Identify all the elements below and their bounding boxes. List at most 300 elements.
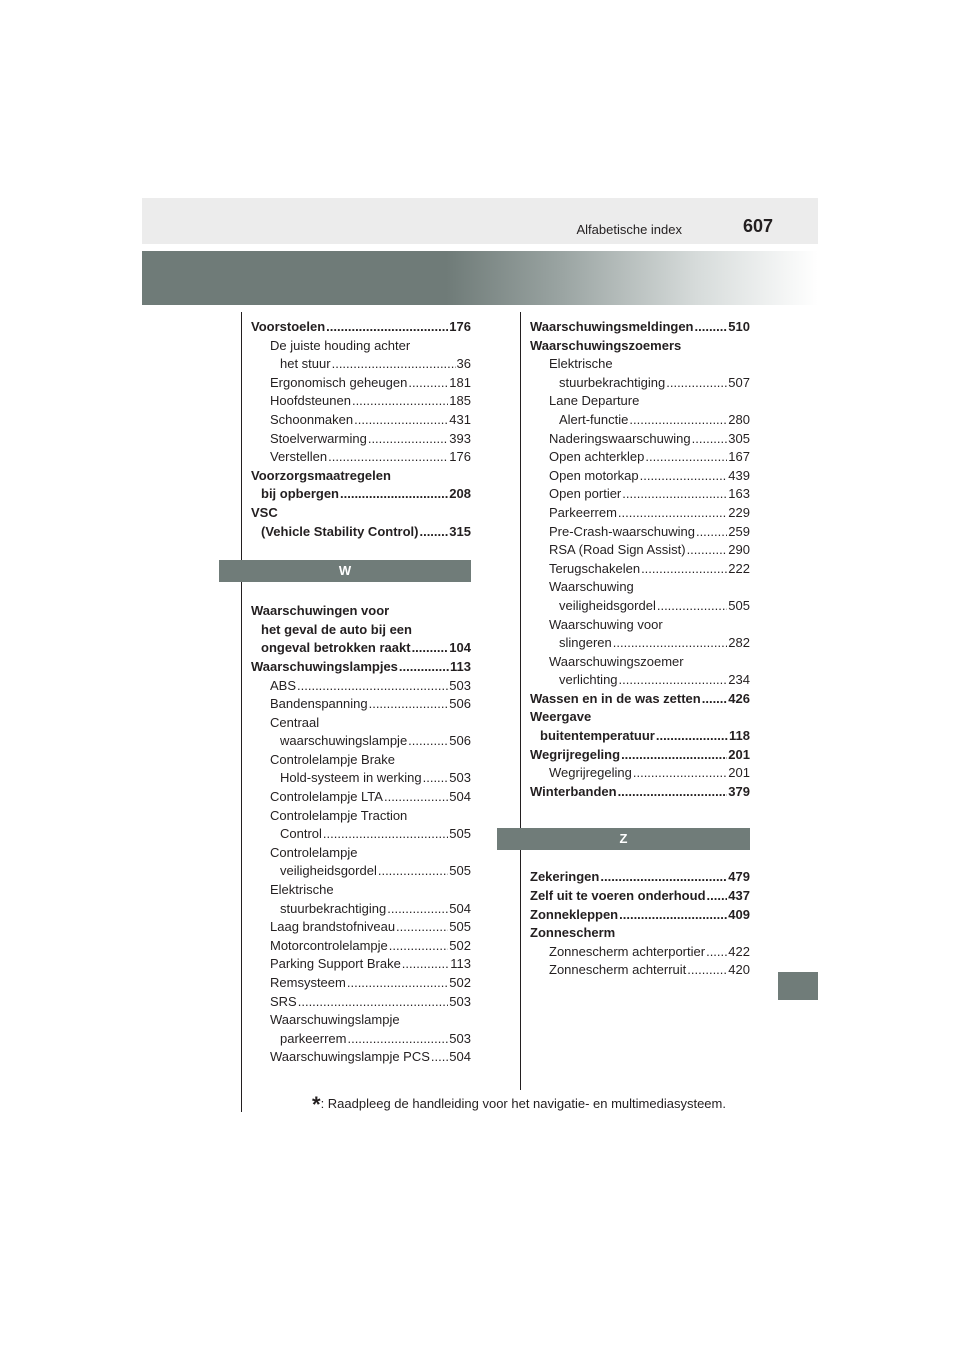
leader-dots [396,918,448,937]
index-entry [251,955,471,974]
index-entry-page: 502 [449,975,471,990]
leader-dots [408,732,448,751]
leader-dots [645,448,727,467]
index-entry [530,560,750,579]
index-entry [530,578,750,615]
index-entry [251,937,471,956]
leader-dots [412,639,449,658]
index-entry [251,448,471,467]
leader-dots [687,541,728,560]
index-entry-term: Verstellen [270,449,328,465]
leader-dots [656,727,728,746]
index-entry-line [270,937,471,956]
index-entry-term: Alert-functie [559,411,629,427]
leader-dots [399,658,449,677]
index-entry-term: het stuur [280,356,331,372]
index-entry-term: De juiste houding achter [270,337,411,353]
index-entry-page: 181 [449,374,471,390]
index-entry-line [530,783,750,802]
index-entry-line [549,764,750,783]
index-entry-line [270,337,471,356]
letter-heading-w: W [219,560,471,582]
index-entry-page: 104 [449,640,471,656]
index-entry-line [270,807,471,826]
index-entry-line [270,788,471,807]
index-entry-term: Elektrische [549,356,613,372]
leader-dots [354,411,448,430]
index-entry-line [251,523,471,542]
index-entry-page: 113 [450,658,471,674]
leader-dots [387,900,448,919]
leader-dots [423,769,449,788]
index-entry [530,906,750,925]
leader-dots [323,825,448,844]
index-entry-term: veiligheidsgordel [280,863,377,879]
leader-dots [389,937,449,956]
header-strip [142,198,818,244]
leader-dots [347,1030,448,1049]
index-entry [251,677,471,696]
index-entry [251,504,471,541]
index-entry-term: Motorcontrolelampje [270,937,388,953]
index-entry-term: Winterbanden [530,783,617,799]
leader-dots [378,862,448,881]
index-entry-page: 393 [449,430,471,446]
index-entry-term: Waarschuwingslampje PCS [270,1049,430,1065]
index-entry-line [530,708,750,727]
index-column-right [530,318,750,980]
index-entry-page: 113 [450,956,471,972]
index-entry-term: ongeval betrokken raakt [261,640,411,656]
index-entry-page: 176 [449,319,471,334]
index-entry [251,714,471,751]
index-entry-page: 506 [449,733,471,749]
leader-dots [706,943,727,962]
index-entry-term: Elektrische [270,882,334,898]
index-entry [530,485,750,504]
footnote [312,1092,726,1118]
index-entry [251,411,471,430]
leader-dots [641,560,727,579]
index-entry-line [251,602,471,621]
index-entry-term: Open portier [549,486,622,502]
index-entry-line [270,430,471,449]
index-entry-term: Wassen en in de was zetten [530,690,701,706]
index-entry [251,392,471,411]
index-entry-line [549,616,750,635]
index-entry-line [270,411,471,430]
index-entry-line [549,634,750,653]
leader-dots [619,671,728,690]
index-entry-line [251,504,471,523]
index-entry-term: VSC [251,504,278,520]
index-entry-term: Remsysteem [270,975,346,990]
index-entry-term: Zelf uit te voeren onderhoud [530,888,706,904]
leader-dots [702,690,728,709]
index-entry-page: 167 [728,449,750,465]
leader-dots [368,430,448,449]
leader-dots [352,392,448,411]
leader-dots [326,318,448,337]
index-entry-term: Controlelampje Brake [270,751,396,767]
index-entry-page: 504 [449,1049,471,1065]
index-entry-page: 503 [449,770,471,786]
index-entry-term: Weergave [530,709,592,725]
index-entry-term: stuurbekrachtiging [559,374,666,390]
index-entry-line [251,485,471,504]
index-entry [530,504,750,523]
index-entry-line [270,1030,471,1049]
index-entry-line [549,597,750,616]
index-entry-term: Waarschuwingslampje [270,1012,400,1028]
leader-dots [347,974,448,993]
index-entry-term: Naderingswaarschuwing [549,430,691,446]
index-entry-term: Hold-systeem in werking [280,770,422,786]
index-entry [251,751,471,788]
index-entry-page: 185 [449,393,471,409]
leader-dots [696,523,727,542]
index-entry-page: 422 [728,943,750,959]
index-entry-line [549,485,750,504]
leader-dots [692,430,728,449]
index-entry-line [251,639,471,658]
index-entry-page: 503 [449,1030,471,1046]
index-entry-term: ABS [270,677,297,693]
index-entry [530,868,750,887]
index-entry-page: 504 [449,900,471,916]
index-entry-page: 431 [449,411,471,427]
index-entry-page: 379 [728,783,750,799]
index-entry-term: SRS [270,993,297,1009]
index-entry-line [549,355,750,374]
index-entry-page: 437 [728,888,750,904]
index-entry-page: 479 [728,869,750,885]
footnote-marker: * [312,1092,321,1117]
index-entry [251,602,471,658]
index-entry [251,658,471,677]
index-entry-line [251,467,471,486]
leader-dots [707,887,728,906]
index-entry-line [549,961,750,980]
index-entry [251,844,471,881]
entry-group [530,318,750,801]
page-number: 607 [742,216,773,236]
leader-dots [384,788,448,807]
index-entry-term: Stoelverwarming [270,430,367,446]
leader-dots [298,993,449,1012]
index-entry [530,337,750,356]
index-entry-term: Zonnescherm [530,925,616,941]
index-entry-page: 201 [728,746,750,762]
entry-group [251,318,471,541]
index-entry-term: Schoonmaken [270,411,354,427]
index-entry-line [530,727,750,746]
index-entry-term: Bandenspanning [270,696,368,712]
index-entry-line [270,974,471,993]
index-entry-term: Voorstoelen [251,319,326,334]
index-entry [251,993,471,1012]
index-entry-line [530,690,750,709]
index-entry-term: Hoofdsteunen [270,393,351,409]
index-entry-line [270,714,471,733]
leader-dots [431,1048,448,1067]
index-entry [251,788,471,807]
index-entry-page: 163 [728,486,750,502]
index-entry [530,764,750,783]
index-entry-page: 208 [449,486,471,502]
index-entry [251,374,471,393]
index-entry-term: Voorzorgsmaatregelen [251,467,391,483]
index-entry [251,918,471,937]
index-entry-line [549,523,750,542]
index-entry-term: Laag brandstofniveau [270,919,396,935]
index-entry-term: Terugschakelen [549,560,641,576]
index-entry [251,1048,471,1067]
index-entry [251,318,471,337]
leader-dots [419,523,448,542]
index-entry [530,783,750,802]
leader-dots [369,695,449,714]
index-entry-term: Control [280,826,322,842]
index-entry-page: 222 [728,560,750,576]
index-entry-page: 176 [449,449,471,465]
index-entry-line [549,541,750,560]
index-entry-term: RSA (Road Sign Assist) [549,542,686,558]
index-entry-term: Waarschuwingen voor [251,603,390,619]
leader-dots [633,764,727,783]
index-entry-term: bij opbergen [261,486,339,502]
index-entry-page: 234 [728,672,750,688]
index-entry-page: 505 [449,919,471,935]
column-divider [520,312,521,1090]
index-entry [530,467,750,486]
index-entry-line [251,318,471,337]
index-entry-page: 439 [728,467,750,483]
index-entry-line [530,887,750,906]
index-entry-page: 409 [728,906,750,922]
leader-dots [408,374,448,393]
index-entry-page: 502 [449,937,471,953]
index-entry-line [549,578,750,597]
left-margin-rule [241,312,242,1112]
index-entry [530,355,750,392]
leader-dots [622,485,727,504]
index-entry-page: 505 [728,597,750,613]
index-entry [530,392,750,429]
index-entry-line [270,900,471,919]
index-entry-line [270,677,471,696]
index-entry-line [270,732,471,751]
index-entry-line [270,751,471,770]
index-entry-line [270,374,471,393]
letter-heading-z: Z [497,828,750,850]
index-entry-line [270,825,471,844]
index-entry-term: Zonnescherm achterruit [549,962,687,978]
index-entry-line [270,769,471,788]
index-entry [251,974,471,993]
index-entry-line [270,448,471,467]
index-entry [530,924,750,943]
index-entry-line [549,467,750,486]
entry-group [530,868,750,980]
index-entry-term: Controlelampje Traction [270,807,408,823]
chapter-tab [778,972,818,1000]
index-entry-term: slingeren [559,635,612,651]
index-entry-term: Controlelampje [270,844,358,860]
index-entry [530,653,750,690]
leader-dots [340,485,448,504]
index-entry-page: 315 [449,523,471,539]
index-entry [251,807,471,844]
index-entry-term: veiligheidsgordel [559,597,656,613]
index-entry [530,708,750,745]
index-entry-page: 505 [449,863,471,879]
index-entry [530,887,750,906]
index-entry-term: Open motorkap [549,467,639,483]
leader-dots [619,906,727,925]
index-entry-page: 503 [449,993,471,1009]
index-entry [251,881,471,918]
index-entry-page: 510 [728,319,750,334]
index-entry-page: 280 [728,411,750,427]
leader-dots [332,355,456,374]
index-entry-line [251,658,471,677]
leader-dots [687,961,727,980]
index-entry-page: 282 [728,635,750,651]
index-entry-term: Parkeerrem [549,504,617,520]
index-entry-term: Zekeringen [530,869,600,885]
index-entry [251,337,471,374]
index-entry-line [270,1011,471,1030]
index-entry-term: Zonnekleppen [530,906,619,922]
leader-dots [613,634,728,653]
section-title: Alfabetische index [576,222,682,237]
index-entry-page: 201 [728,765,750,781]
index-entry [530,746,750,765]
index-entry [530,541,750,560]
index-entry-page: 505 [449,826,471,842]
index-entry-line [530,337,750,356]
index-entry-term: Ergonomisch geheugen [270,374,408,390]
index-entry [530,448,750,467]
index-entry-line [530,868,750,887]
index-entry-line [270,881,471,900]
index-entry-line [270,918,471,937]
index-entry-term: Open achterklep [549,449,645,465]
leader-dots [629,411,727,430]
leader-dots [695,318,728,337]
index-entry-line [530,924,750,943]
index-entry-term: Waarschuwingslampjes [251,658,398,674]
chapter-band [142,251,818,305]
index-entry-term: (Vehicle Stability Control) [261,523,419,539]
leader-dots [328,448,448,467]
index-entry-line [549,448,750,467]
footnote-text: : Raadpleeg de handleiding voor het navigatie- en multimediasysteem. [320,1096,726,1111]
index-entry-term: parkeerrem [280,1030,347,1046]
index-entry-line [549,392,750,411]
index-entry-page: 506 [449,696,471,712]
index-entry-line [270,1048,471,1067]
index-entry-term: Waarschuwing voor [549,616,663,632]
index-entry-term: Lane Departure [549,393,640,409]
index-entry [530,961,750,980]
index-entry [251,430,471,449]
index-entry-line [270,955,471,974]
index-entry-line [530,746,750,765]
index-entry-page: 507 [728,374,750,390]
index-entry-line [270,695,471,714]
index-entry-term: buitentemperatuur [540,728,655,744]
index-entry-line [549,653,750,672]
entry-group [251,602,471,1067]
index-column-left [251,318,471,1067]
index-entry-term: Waarschuwingsmeldingen [530,319,694,334]
index-entry [530,616,750,653]
index-entry-term: verlichting [559,672,618,688]
index-entry-term: Waarschuwingszoemers [530,337,682,353]
index-entry-line [270,355,471,374]
index-entry-line [549,504,750,523]
index-entry [251,1011,471,1048]
index-entry-term: Controlelampje LTA [270,789,383,805]
index-entry-line [530,318,750,337]
leader-dots [657,597,727,616]
index-entry-page: 229 [728,504,750,520]
index-entry-line [270,862,471,881]
index-entry-page: 426 [728,690,750,706]
index-entry-term: Waarschuwingszoemer [549,653,684,669]
leader-dots [618,504,727,523]
index-entry-page: 290 [728,542,750,558]
leader-dots [402,955,449,974]
index-entry-line [549,411,750,430]
index-entry [530,430,750,449]
index-entry-page: 420 [728,962,750,978]
index-entry-line [530,906,750,925]
index-entry-line [549,943,750,962]
leader-dots [600,868,727,887]
index-entry [530,943,750,962]
index-entry-line [549,430,750,449]
index-entry-term: Centraal [270,714,320,730]
leader-dots [618,783,728,802]
index-entry-term: het geval de auto bij een [261,621,412,637]
index-entry-term: Wegrijregeling [530,746,621,762]
index-entry-line [251,621,471,640]
index-entry-term: Wegrijregeling [549,765,632,781]
index-entry-term: Parking Support Brake [270,956,401,972]
index-entry-line [270,392,471,411]
index-entry-line [549,374,750,393]
index-entry-page: 259 [728,523,750,539]
index-entry-line [270,844,471,863]
index-entry-page: 36 [456,356,471,372]
leader-dots [297,677,448,696]
index-entry [251,695,471,714]
index-entry-page: 305 [728,430,750,446]
index-entry-line [549,671,750,690]
index-entry-term: stuurbekrachtiging [280,900,387,916]
index-entry-page: 118 [729,728,750,744]
index-entry-term: waarschuwingslampje [280,733,408,749]
leader-dots [621,746,727,765]
index-entry-term: Zonnescherm achterportier [549,943,706,959]
index-entry-term: Pre-Crash-waarschuwing [549,523,695,539]
leader-dots [666,374,727,393]
index-entry-page: 504 [449,789,471,805]
index-entry-term: Waarschuwing [549,579,634,595]
